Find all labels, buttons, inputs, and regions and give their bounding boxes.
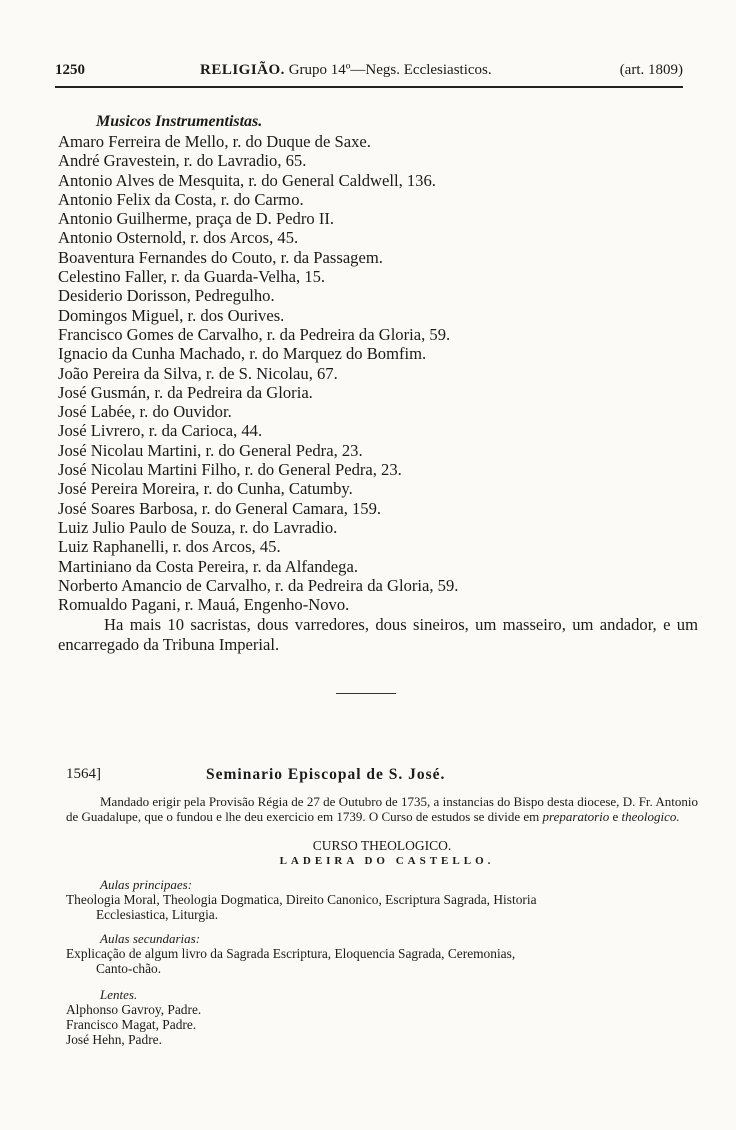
course-title: CURSO THEOLOGICO. bbox=[312, 838, 452, 853]
list-item: Antonio Alves de Mesquita, r. do General Caldwell, 136. bbox=[58, 170, 436, 190]
list-item: Luiz Raphanelli, r. dos Arcos, 45. bbox=[58, 537, 281, 557]
list-item: Francisco Magat, Padre. bbox=[66, 1017, 197, 1032]
intro-text: Mandado erigir pela Provisão Régia de 27 de Outubro de 1735, a instancias do Bispo desta diocese, D. Fr. Antonio de Guadalupe, que o fundou e lhe deu exercicio em 1739. O Curso de estudos se divide em bbox=[66, 794, 698, 824]
entry-number: 1564] bbox=[66, 766, 101, 782]
list-item: José Nicolau Martini Filho, r. do General Pedra, 23. bbox=[58, 460, 402, 480]
list-item: José Gusmán, r. da Pedreira da Gloria. bbox=[58, 382, 313, 402]
list-item: José Hehn, Padre. bbox=[66, 1032, 162, 1047]
seminary-title: Seminario Episcopal de S. José. bbox=[206, 766, 446, 783]
seminary-intro bbox=[66, 795, 698, 824]
list-item: Domingos Miguel, r. dos Ourives. bbox=[58, 305, 285, 325]
list-item: Amaro Ferreira de Mello, r. do Duque de Saxe. bbox=[58, 132, 371, 151]
list-item: Desiderio Dorisson, Pedregulho. bbox=[58, 286, 275, 306]
page-number: 1250 bbox=[55, 62, 85, 78]
running-title bbox=[200, 62, 492, 79]
secondary-classes bbox=[66, 946, 698, 976]
seminary-section bbox=[66, 766, 698, 1047]
intro-term-preparatorio: preparatorio bbox=[542, 808, 610, 824]
intro-term-theologico: theologico. bbox=[621, 808, 680, 824]
main-classes bbox=[66, 892, 698, 922]
header-rule bbox=[55, 86, 683, 88]
closing-paragraph bbox=[58, 615, 698, 655]
teachers-list bbox=[66, 1002, 698, 1047]
list-item: Alphonso Gavroy, Padre. bbox=[66, 1002, 202, 1017]
article-reference: (art. 1809) bbox=[619, 62, 683, 78]
section-title: RELIGIÃO. bbox=[200, 62, 285, 78]
list-item: José Labée, r. do Ouvidor. bbox=[58, 402, 232, 422]
list-item: José Livrero, r. da Carioca, 44. bbox=[58, 421, 263, 441]
list-item: Luiz Julio Paulo de Souza, r. do Lavradio. bbox=[58, 517, 338, 537]
main-classes-line-2: Ecclesiastica, Liturgia. bbox=[96, 907, 219, 922]
list-item: José Nicolau Martini, r. do General Pedra, 23. bbox=[58, 440, 363, 460]
section-subtitle: Grupo 14º—Negs. Ecclesiasticos. bbox=[288, 62, 492, 78]
musicians-heading: Musicos Instrumentistas. bbox=[96, 113, 263, 130]
list-item: José Pereira Moreira, r. do Cunha, Catumby. bbox=[58, 479, 353, 499]
list-item: Norberto Amancio de Carvalho, r. da Pedreira da Gloria, 59. bbox=[58, 575, 459, 595]
intro-conjunction: e bbox=[612, 808, 619, 824]
teachers-label: Lentes. bbox=[100, 987, 138, 1002]
list-item: Celestino Faller, r. da Guarda-Velha, 15. bbox=[58, 267, 326, 287]
list-item: João Pereira da Silva, r. de S. Nicolau, 67. bbox=[58, 363, 338, 383]
list-item: Antonio Felix da Costa, r. do Carmo. bbox=[58, 189, 304, 209]
list-item: Francisco Gomes de Carvalho, r. da Pedreira da Gloria, 59. bbox=[58, 324, 451, 344]
main-classes-line-1: Theologia Moral, Theologia Dogmatica, Direito Canonico, Escriptura Sagrada, Historia bbox=[66, 892, 537, 907]
list-item: Boaventura Fernandes do Couto, r. da Passagem. bbox=[58, 247, 383, 267]
page-header bbox=[55, 62, 683, 84]
closing-paragraph-text: Ha mais 10 sacristas, dous varredores, dous sineiros, um masseiro, um andador, e um encarregado da Tribuna Imperial. bbox=[58, 615, 698, 655]
list-item: Antonio Guilherme, praça de D. Pedro II. bbox=[58, 209, 335, 229]
seminary-heading bbox=[66, 766, 698, 790]
course-location: LADEIRA DO CASTELLO. bbox=[279, 855, 495, 867]
main-classes-label: Aulas principaes: bbox=[100, 877, 193, 892]
list-item: Martiniano da Costa Pereira, r. da Alfandega. bbox=[58, 556, 358, 576]
secondary-classes-line-1: Explicação de algum livro da Sagrada Escriptura, Eloquencia Sagrada, Ceremonias, bbox=[66, 946, 516, 961]
list-item: José Soares Barbosa, r. do General Camara, 159. bbox=[58, 498, 382, 518]
list-item: Antonio Osternold, r. dos Arcos, 45. bbox=[58, 228, 299, 248]
secondary-classes-line-2: Canto-chão. bbox=[96, 961, 162, 976]
section-divider bbox=[336, 693, 396, 694]
list-item: André Gravestein, r. do Lavradio, 65. bbox=[58, 151, 307, 171]
secondary-classes-label: Aulas secundarias: bbox=[100, 931, 201, 946]
musicians-section bbox=[58, 112, 698, 655]
list-item: Romualdo Pagani, r. Mauá, Engenho-Novo. bbox=[58, 595, 350, 615]
list-item: Ignacio da Cunha Machado, r. do Marquez do Bomfim. bbox=[58, 344, 427, 364]
musicians-list bbox=[58, 132, 698, 614]
teachers-block bbox=[66, 988, 698, 1047]
